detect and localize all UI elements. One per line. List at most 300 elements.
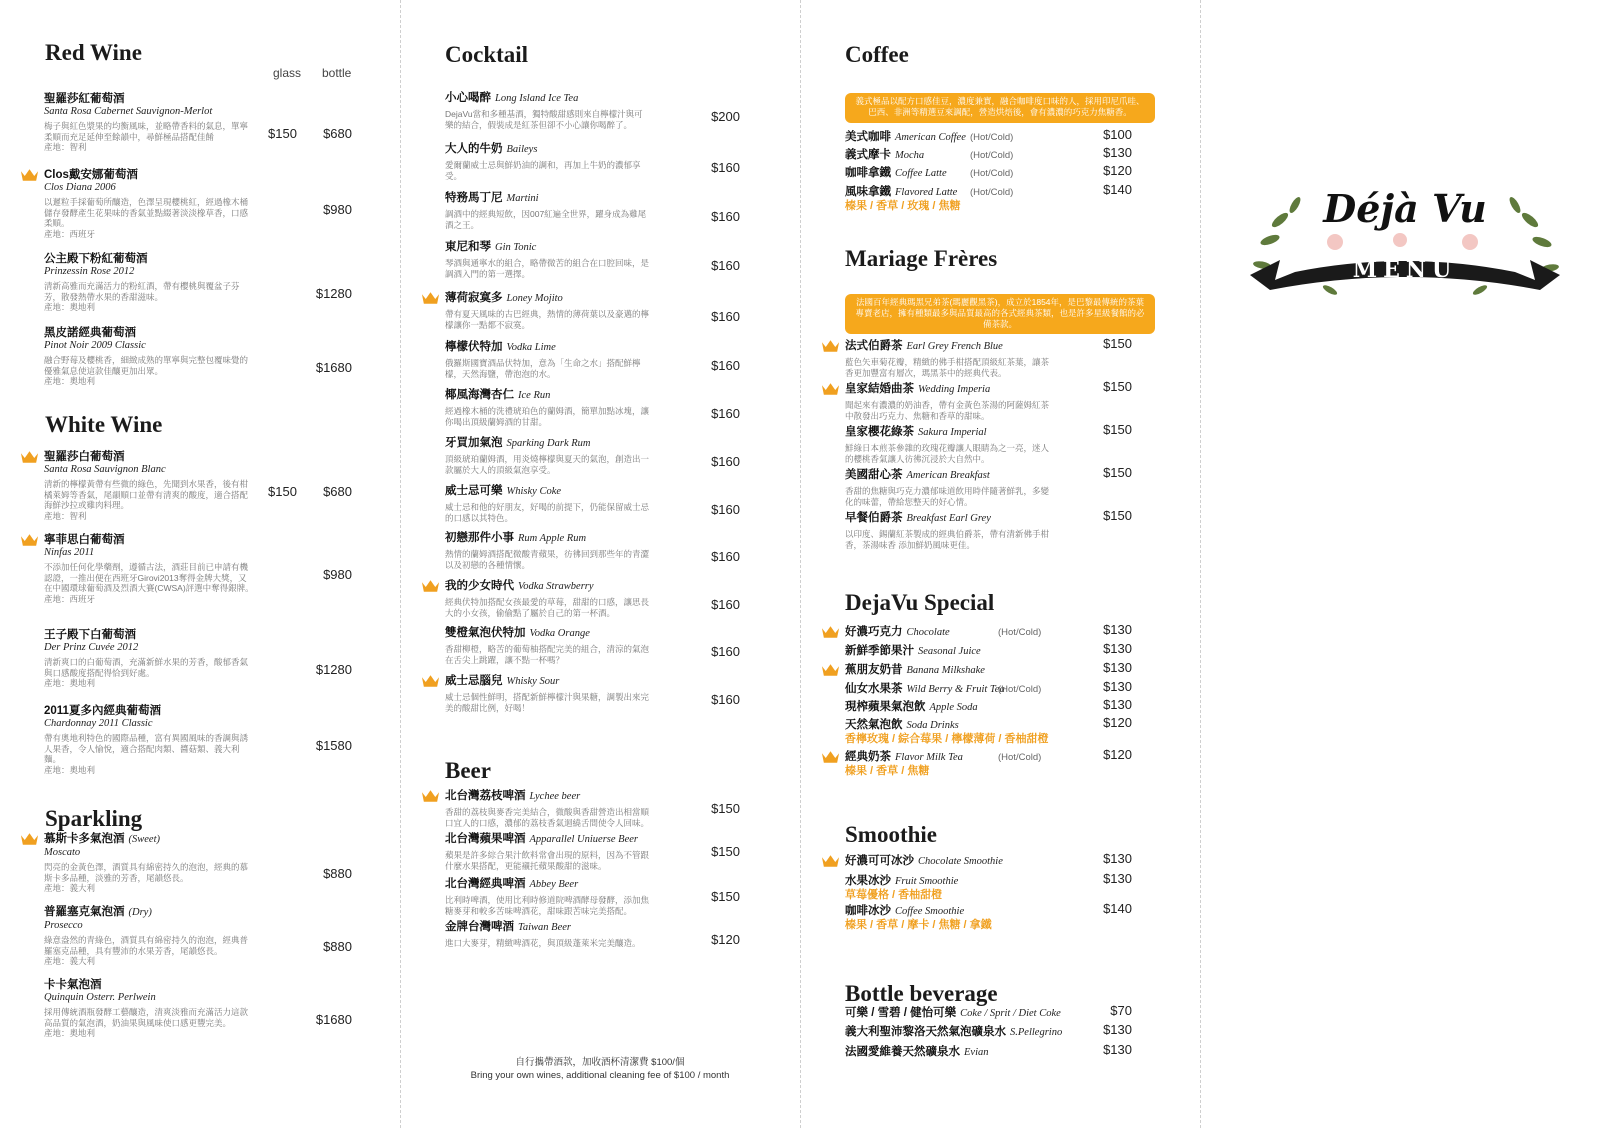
wine-description: 不添加任何化學藥劑，遵循古法，酒莊目前已申請有機認證，一推出便在西班牙Girovi2013奪得金牌大獎，又在中國環球葡萄酒及烈酒大賽(CWSA)評選中奪得銀牌。 [44,562,254,593]
drink-description: 經典伏特加搭配女孩最愛的草莓，甜甜的口感，讓思長大的小女孩，偷偷點了屬於自己的第一杯酒。 [445,597,650,618]
drink-description: 香甜柳橙，略苦的葡萄柚搭配完美的組合，清涼的氣泡在舌尖上跳躍，讓不點一杯嗎？ [445,644,650,665]
drink-description: 俄羅斯國寶酒品伏特加，意為「生命之水」搭配鮮檸檬，天然海鹽，帶泡泡的水。 [445,358,641,379]
drink-name-zh: 東尼和琴 [445,241,491,253]
drink-description: 威士忌和他的好朋友，好喝的前提下，仍能保留威士忌的口感以其特色。 [445,502,650,523]
drink-name-en: Long Island Ice Tea [495,93,579,104]
drink-name [445,142,650,157]
drink-name-zh: 薄荷寂寞多 [445,292,503,304]
drink-description: 進口大麥芽，精緻啤酒花，與頂級蓬萊米完美釀造。 [445,938,641,948]
hot-cold-label: (Hot/Cold) [970,187,1014,198]
wine-item [44,92,254,153]
wine-item [44,832,254,894]
drink-description: 帶有夏天風味的古巴經典，熱情的薄荷葉以及豪邁的檸檬讓你一點都不寂寞。 [445,309,650,330]
menu-row [845,425,1055,464]
drink-name-en: Apparallel Uniuerse Beer [529,834,638,845]
wine-item [44,978,254,1039]
wine-description: 清新的檸檬黃帶有些微的綠色，先聞到水果香，後有柑橘萊姆等香氣，尾韻順口並帶有清爽的酸度，適合搭配海鮮沙拉或雞肉料理。 [44,479,249,510]
byo-footnote-zh: 自行攜帶酒款，加收酒杯清潔費 $100/個 [515,1057,685,1068]
wine-item [44,252,254,313]
item-name-zh: 咖啡拿鐵 [845,167,891,179]
coffee-banner: 義式極品以配方口感佳豆，濃度兼實，融合咖啡度口味的人，採用印尼爪哇、巴西、非洲等精選豆來調配，營造烘焙後，會有濃濃的巧克力焦糖香。 [845,93,1155,123]
wine-subtitle: Quinquin Osterr. Perlwein [44,992,156,1003]
drink-item [445,340,650,379]
column-wines [0,0,400,1128]
wine-description: 清新高雅而充滿活力的粉紅酒，帶有櫻桃與覆盆子芬芳，散發熱帶水果的香甜滋味。 [44,281,240,302]
item-name-en: Flavored Latte [895,187,958,198]
item-name [845,148,924,163]
item-price: $130 [1103,145,1132,160]
wine-item [44,450,254,521]
menu-row [845,718,1049,746]
wine-description: 帶有奧地利特色的國際品種，富有異國風味的香調與誘人果香，令人愉悅，適合搭配肉類、醬菇類、義大利麵。 [44,733,249,764]
crown-icon [20,533,39,547]
item-name-en: Banana Milkshake [906,665,985,676]
section-title-special: DejaVu Special [845,590,995,615]
wine-origin: 產地：奧地利 [44,1028,96,1038]
wine-name-note: (Dry) [128,907,152,918]
item-name-en: Chocolate [906,627,950,638]
item-name [845,625,950,640]
bottle-price: $1280 [315,662,352,677]
item-price: $150 [1103,422,1132,437]
drink-name-en: Ice Run [518,390,551,401]
item-name [845,425,1055,440]
item-description: 藍色矢車菊花瓣，精緻的佛手柑搭配頂級紅茶葉，讓茶香更加豐富有層次，瑪黑茶中的經典代表。 [845,357,1050,378]
menu-row [845,904,992,932]
drink-name [445,240,650,255]
item-name-en: Evian [964,1047,989,1058]
bottle-price: $680 [323,484,352,499]
drink-name-zh: 檸檬伏特加 [445,341,503,353]
section-title-smoothie: Smoothie [845,822,937,847]
logo-script-text: Déjà Vu [1323,186,1487,231]
item-name-en: Coffee Smoothie [895,906,965,917]
wine-item [44,704,254,775]
item-name-zh: 新鮮季節果汁 [845,645,914,657]
wine-origin: 產地：義大利 [44,883,96,893]
flavor-options: 香檸玫瑰 / 綜合莓果 / 檸檬薄荷 / 香柚甜橙 [845,733,1049,745]
bottle-price: $1580 [315,738,352,753]
wine-name [44,450,254,464]
drink-price: $160 [711,358,740,373]
item-name-en: Wild Berry & Fruit Tea [906,684,1005,695]
drink-name-en: Lychee beer [529,791,581,802]
crown-icon [821,382,840,396]
column-header-bottle: bottle [322,66,352,80]
drink-item [445,291,650,330]
item-price: $130 [1103,871,1132,886]
crown-icon [821,854,840,868]
bottle-price: $680 [323,126,352,141]
item-name-zh: 天然氣泡飲 [845,719,903,731]
drink-name-zh: 我的少女時代 [445,580,514,592]
crown-icon [20,168,39,182]
wine-name-zh: 普羅塞克氣泡酒 [44,906,125,918]
section-title-mariage: Mariage Frères [845,246,998,271]
item-price: $150 [1103,336,1132,351]
wine-origin: 產地：智利 [44,142,87,152]
section-title-red-wine: Red Wine [45,40,142,65]
bottle-price: $1680 [315,360,352,375]
crown-icon [421,789,440,803]
item-name [845,750,963,765]
item-name-en: Chocolate Smoothie [918,856,1003,867]
item-name-zh: 可樂 / 雪碧 / 健怡可樂 [845,1007,957,1019]
item-name-zh: 義式摩卡 [845,149,891,161]
drink-item [445,142,650,181]
drink-description: 愛爾蘭威士忌與鮮奶油的調和，再加上牛奶的濃郁享受。 [445,160,641,181]
wine-subtitle: Prinzessin Rose 2012 [44,266,135,277]
wine-name-zh: 聖羅莎紅葡萄酒 [44,93,125,105]
drink-item [445,579,650,618]
drink-description: 威士忌個性鮮明，搭配新鮮檸檬汁與果糖，調製出來完美的酸甜比例，好喝！ [445,692,650,713]
menu-row [845,339,1055,378]
drink-name-zh: 北台灣蘋果啤酒 [445,833,526,845]
wine-name-zh: 慕斯卡多氣泡酒 [44,833,125,845]
column-coffee-tea [800,0,1200,1128]
item-name [845,1045,989,1060]
drink-description: 熱情的蘭姆酒搭配微酸青蘋果，彷彿回到那些年的青澀以及初戀的各種情懷。 [445,549,650,570]
section-title-sparkling: Sparkling [45,806,143,831]
drink-item [445,436,650,475]
drink-price: $150 [711,844,740,859]
menu-row [845,382,1055,421]
wine-origin: 產地：奧地利 [44,764,96,775]
crown-icon [821,663,840,677]
drink-item [445,626,650,665]
item-price: $130 [1103,851,1132,866]
drink-name-en: Vodka Strawberry [518,581,594,592]
drink-name-zh: 小心喝醉 [445,92,491,104]
drink-name-en: Whisky Sour [506,676,560,687]
drink-name-zh: 椰風海灣杏仁 [445,389,514,401]
item-name [845,511,1055,526]
drink-name-en: Rum Apple Rum [518,533,587,544]
item-name [845,718,1049,733]
drink-description: DejaVu當和多種基酒，獨特酸甜感則來自檸檬汁與可樂的結合，假裝成是紅茶但卻不小心讓你喝醉了。 [445,109,643,130]
item-name-en: Mocha [895,150,925,161]
wine-description: 採用傳統酒瓶發酵工藝釀造，清爽淡雅而充滿活力這款高品質的氣泡酒，奶油果與風味使口感更豐完美。 [44,1007,249,1028]
drink-name-zh: 威士忌腦兒 [445,675,503,687]
wine-origin: 產地：義大利 [44,956,96,966]
item-price: $130 [1103,660,1132,675]
wine-subtitle: Prosecco [44,920,83,931]
menu-row [845,468,1055,507]
drink-item [445,789,650,828]
flavor-options: 榛果 / 香草 / 焦糖 [845,765,930,777]
item-price: $140 [1103,901,1132,916]
item-name-zh: 皇家結婚曲茶 [845,383,914,395]
wine-name [44,978,254,992]
drink-name [445,340,650,355]
drink-name [445,674,650,689]
item-name-zh: 好濃可可冰沙 [845,855,914,867]
item-name-en: Fruit Smoothie [895,876,959,887]
drink-name-en: Martini [506,193,539,204]
item-price: $120 [1103,715,1132,730]
item-name-en: American Coffee [895,132,966,143]
drink-item [445,484,650,523]
item-name [845,874,958,889]
section-title-coffee: Coffee [845,42,909,67]
drink-description: 蘋果是許多綜合果汁飲料常會出現的原料，因為不管跟什麼水果搭配，更能襯托蘋果酸甜的滋味。 [445,850,650,871]
item-name [845,1006,1061,1021]
item-name-en: S.Pellegrino [1010,1027,1063,1038]
wine-origin: 產地：奧地利 [44,376,96,386]
menu-row [845,166,947,181]
column-divider-3 [1200,0,1201,1128]
byo-footnote [420,1056,780,1082]
item-price: $140 [1103,182,1132,197]
wine-name [44,905,254,920]
item-description: 以印度、錫蘭紅茶製成的經典伯爵茶，帶有清新佛手柑香，茶湯味香 添加鮮奶風味更佳。 [845,529,1050,550]
drink-name [445,579,650,594]
drink-item [445,388,650,427]
item-name-zh: 美式咖啡 [845,131,891,143]
drink-price: $160 [711,692,740,707]
drink-item [445,877,650,916]
item-name-en: Apple Soda [929,702,978,713]
item-name-en: Coke / Sprit / Diet Coke [960,1008,1061,1019]
wine-name [44,252,254,266]
drink-description: 比利時啤酒，使用比利時修道院啤酒酵母發酵，添加焦糖麥芽和較多苦味啤酒花，甜味跟苦味完美搭配。 [445,895,650,916]
menu-row [845,750,963,778]
wine-name-zh: 2011夏多內經典葡萄酒 [44,705,161,717]
item-price: $120 [1103,163,1132,178]
crown-icon [821,750,840,764]
drink-item [445,832,650,871]
item-name-zh: 法式伯爵茶 [845,340,903,352]
section-title-beer: Beer [445,758,491,783]
drink-name-zh: 特務馬丁尼 [445,192,503,204]
wine-name [44,533,254,547]
menu-row [845,625,950,640]
wine-description: 梅子與紅色漿果的均衡風味，並略帶香料的氣息，單寧柔順而充足延伸至餘韻中，尋鮮極品搭配佳餚 [44,121,249,142]
menu-row [845,854,1003,869]
flavor-options: 草莓優格 / 香柚甜橙 [845,889,943,901]
drink-price: $160 [711,258,740,273]
item-name-en: Breakfast Earl Grey [906,513,991,524]
item-name [845,854,1003,869]
item-price: $130 [1103,1042,1132,1057]
item-description: 聞起來有濃濃的奶油香，帶有金黃色茶湯的阿薩姆紅茶中散發出巧克力、焦糖和香草的甜味。 [845,400,1050,421]
drink-name [445,388,650,403]
item-name-en: Soda Drinks [906,720,959,731]
menu-row [845,700,978,715]
wine-item [44,168,254,239]
wine-origin: 產地：西班牙 [44,593,96,604]
drink-name-zh: 初戀那件小事 [445,532,514,544]
item-name-zh: 義大利聖沛黎洛天然氣泡礦泉水 [845,1026,1006,1038]
item-price: $70 [1110,1003,1132,1018]
hot-cold-label: (Hot/Cold) [998,752,1042,763]
item-name-en: Earl Grey French Blue [906,341,1003,352]
drink-name-zh: 北台灣經典啤酒 [445,878,526,890]
wine-name [44,704,254,718]
item-name [845,130,966,145]
hot-cold-label: (Hot/Cold) [970,168,1014,179]
crown-icon [20,832,39,846]
drink-name [445,832,650,847]
drink-price: $160 [711,209,740,224]
item-name [845,185,961,200]
menu-row [845,185,961,213]
drink-name-zh: 雙橙氣泡伏特加 [445,627,526,639]
byo-footnote-en: Bring your own wines, additional cleaning fee of $100 / month [470,1070,730,1081]
menu-row [845,1045,989,1060]
section-title-white-wine: White Wine [45,412,163,437]
drink-price: $200 [711,109,740,124]
drink-name-zh: 金牌台灣啤酒 [445,921,514,933]
wine-name-zh: 王子殿下白葡萄酒 [44,629,136,641]
drink-name [445,484,650,499]
drink-name-zh: 威士忌可樂 [445,485,503,497]
drink-name [445,191,650,206]
crown-icon [821,339,840,353]
wine-name [44,168,254,182]
bottle-price: $1280 [315,286,352,301]
item-name-zh: 好濃巧克力 [845,626,903,638]
logo-ribbon-text: MENU [1352,257,1458,283]
item-name-zh: 仙女水果茶 [845,683,903,695]
drink-description: 香甜的荔枝與麥香完美結合，微酸與香甜營造出相當順口宜人的口感，濃郁的荔枝香氣迴繞舌間使令人回味。 [445,807,650,828]
wine-subtitle: Moscato [44,847,81,858]
wine-subtitle: Clos Diana 2006 [44,182,116,193]
wine-description: 閃亮的金黃色澤，酒質具有綿密持久的泡泡，經典的慕斯卡多品種，淡雅的芳香，尾韻悠長。 [44,862,249,883]
column-header-glass: glass [273,66,302,80]
drink-item [445,191,650,230]
item-price: $130 [1103,679,1132,694]
item-price: $150 [1103,508,1132,523]
drink-name-en: Vodka Orange [529,628,590,639]
drink-description: 調酒中的經典短飲，因007紅遍全世界，躍身成為雞尾酒之王。 [445,209,647,230]
item-name-zh: 蕉朋友奶昔 [845,664,903,676]
menu-row [845,511,1055,550]
hot-cold-label: (Hot/Cold) [970,132,1014,143]
item-price: $100 [1103,127,1132,142]
wine-item [44,326,254,387]
drink-price: $160 [711,160,740,175]
wine-description: 以遲粒手採葡萄所釀造，色澤呈現櫻桃紅，經過橡木桶儲存發酵產生花果味的香氣並點綴著淡淡橡草香，口感柔順。 [44,197,249,228]
wine-item [44,628,254,689]
item-name [845,339,1055,354]
drink-price: $160 [711,454,740,469]
item-name-en: Flavor Milk Tea [895,752,963,763]
item-description: 香甜的焦糖與巧克力濃郁味道飲用時伴隨著鮮乳，多變化的味蕾，帶給您整天的好心情。 [845,486,1050,507]
drink-price: $160 [711,406,740,421]
item-name [845,644,981,659]
drink-name-zh: 北台灣荔枝啤酒 [445,790,526,802]
item-name-zh: 現榨蘋果氣泡飲 [845,701,926,713]
drink-price: $160 [711,502,740,517]
wine-name-zh: Clos戴安娜葡萄酒 [44,169,138,181]
dejavu-menu-logo [1240,180,1570,320]
drink-description: 頂級琥珀蘭姆酒，用炎燒檸檬與夏天的氣泡，創造出一款屬於大人的頂級氣泡享受。 [445,454,650,475]
drink-price: $160 [711,309,740,324]
drink-name-en: Vodka Lime [506,342,556,353]
menu-row [845,874,958,902]
wine-origin: 產地：奧地利 [44,302,96,312]
wine-origin: 產地：智利 [44,510,87,521]
drink-name [445,91,650,106]
drink-name-en: Sparking Dark Rum [506,438,591,449]
crown-icon [821,625,840,639]
menu-row [845,644,981,659]
wine-name-zh: 聖羅莎白葡萄酒 [44,451,125,463]
menu-row [845,1006,1061,1021]
bottle-price: $1680 [315,1012,352,1027]
hot-cold-label: (Hot/Cold) [970,150,1014,161]
menu-row [845,682,1005,697]
wine-subtitle: Santa Rosa Cabernet Sauvignon-Merlot [44,106,213,117]
mariage-banner: 法國百年經典瑪黑兄弟茶(瑪麗觀黑茶)，成立於1854年，是巴黎最傳統的茶葉專賣老店，擁有種類最多與品質最高的各式經典茶類，也是許多星級餐館的必備茶款。 [845,294,1155,334]
wine-name-zh: 卡卡氣泡酒 [44,979,102,991]
drink-name-zh: 牙買加氣泡 [445,437,503,449]
item-name-zh: 經典奶茶 [845,751,891,763]
drink-name-en: Gin Tonic [495,242,537,253]
hot-cold-label: (Hot/Cold) [998,627,1042,638]
drink-price: $160 [711,549,740,564]
wine-subtitle: Chardonnay 2011 Classic [44,718,153,729]
drink-price: $150 [711,801,740,816]
menu-row [845,663,985,678]
wine-name [44,92,254,106]
drink-name-en: Abbey Beer [529,879,579,890]
wine-subtitle: Santa Rosa Sauvignon Blanc [44,464,166,475]
item-name-zh: 早餐伯爵茶 [845,512,903,524]
wine-name [44,326,254,340]
bottle-price: $980 [323,202,352,217]
glass-price: $150 [268,484,297,499]
item-name-zh: 法國愛維養天然礦泉水 [845,1046,960,1058]
item-name-zh: 咖啡冰沙 [845,905,891,917]
drink-description: 經過橡木桶的洗禮琥珀色的蘭姆酒，簡單加點冰塊，讓你喝出頂級蘭姆酒的甘甜。 [445,406,650,427]
item-name [845,700,978,715]
item-name [845,904,992,919]
bottle-price: $980 [323,567,352,582]
wine-item [44,905,254,967]
item-name-zh: 水果冰沙 [845,875,891,887]
drink-name-zh: 大人的牛奶 [445,143,503,155]
column-cocktail-beer [400,0,800,1128]
item-price: $150 [1103,465,1132,480]
wine-subtitle: Pinot Noir 2009 Classic [44,340,146,351]
wine-origin: 產地：奧地利 [44,678,96,688]
item-name-zh: 皇家櫻花綠茶 [845,426,914,438]
wine-name-note: (Sweet) [128,834,160,845]
drink-name [445,789,650,804]
item-description: 鮮綠日本煎茶參雜的玫瑰花瓣讓人眼睛為之一亮，迷人的櫻桃香氣讓人彷彿沉浸於大自然中。 [845,443,1050,464]
drink-price: $120 [711,932,740,947]
crown-icon [20,450,39,464]
wine-subtitle: Der Prinz Cuvée 2012 [44,642,139,653]
drink-name [445,877,650,892]
wine-origin: 產地：西班牙 [44,228,96,239]
item-name-en: American Breakfast [906,470,990,481]
item-name [845,382,1055,397]
item-price: $130 [1103,641,1132,656]
drink-description: 琴酒與通寧水的組合，略帶微苦的組合在口腔回味，是調酒入門的第一選擇。 [445,258,650,279]
item-name [845,1025,1062,1040]
drink-name [445,291,650,306]
item-price: $130 [1103,697,1132,712]
item-name-en: Seasonal Juice [918,646,981,657]
menu-row [845,1025,1062,1040]
wine-description: 綠意盎然的青綠色，酒質具有綿密持久的泡泡，經典普羅塞克品種，具有豐沛的水果芳香，尾韻悠長。 [44,935,249,956]
drink-name [445,436,650,451]
wine-item [44,533,254,604]
drink-item [445,674,650,713]
